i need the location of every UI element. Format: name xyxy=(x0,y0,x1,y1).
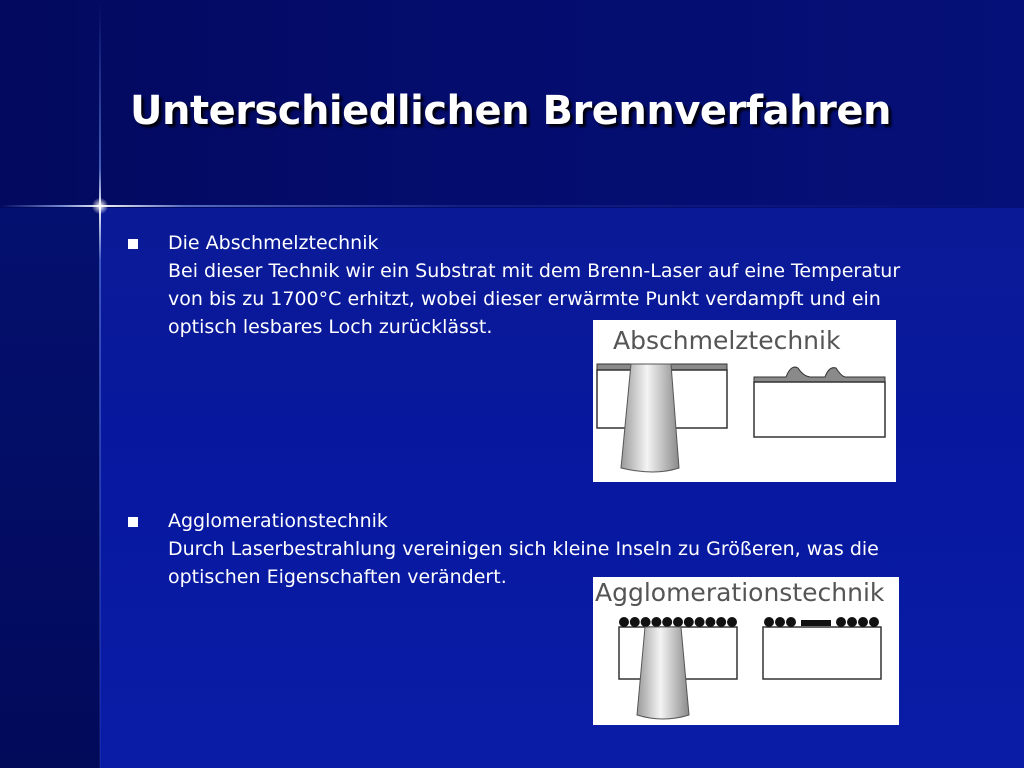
abschmelztechnik-diagram xyxy=(593,320,896,482)
figure-caption: Abschmelztechnik xyxy=(613,326,841,355)
island-dot xyxy=(786,617,796,627)
item-heading: Die Abschmelztechnik xyxy=(168,232,379,254)
island-dot xyxy=(651,617,661,627)
item-text-line: Durch Laserbestrahlung vereinigen sich kleine Inseln zu Größeren, was die xyxy=(168,538,879,560)
item-text-line: Bei dieser Technik wir ein Substrat mit dem Brenn-Laser auf eine Temperatur xyxy=(168,260,901,282)
figure-caption: Agglomerationstechnik xyxy=(595,578,885,607)
island-dot xyxy=(662,617,672,627)
island-dot xyxy=(641,617,651,627)
island-dot xyxy=(705,617,715,627)
item-heading: Agglomerationstechnik xyxy=(168,510,388,532)
item-text-line: optischen Eigenschaften verändert. xyxy=(168,566,507,588)
item-text-line: von bis zu 1700°C erhitzt, wobei dieser erwärmte Punkt verdampft und ein xyxy=(168,288,881,310)
island-dot xyxy=(619,617,629,627)
island-dot xyxy=(716,617,726,627)
bullet-square-icon xyxy=(128,239,138,249)
island-dot xyxy=(684,617,694,627)
laser-beam-shape xyxy=(621,364,679,472)
island-dot xyxy=(847,617,857,627)
island-dot xyxy=(858,617,868,627)
sparkle-icon xyxy=(92,198,108,214)
agglomerationstechnik-diagram xyxy=(593,577,899,725)
island-dot xyxy=(836,617,846,627)
merged-island xyxy=(801,620,831,626)
island-dot xyxy=(673,617,683,627)
slide-title: Unterschiedlichen Brennverfahren xyxy=(130,88,891,134)
island-dot xyxy=(869,617,879,627)
island-dot xyxy=(775,617,785,627)
decorative-horizontal-line xyxy=(0,205,1024,207)
laser-beam-shape xyxy=(637,627,689,719)
bullet-square-icon xyxy=(128,517,138,527)
island-dot xyxy=(764,617,774,627)
decorative-vertical-line xyxy=(99,0,101,768)
island-dot xyxy=(695,617,705,627)
island-dot xyxy=(630,617,640,627)
left-band xyxy=(0,208,100,768)
island-dot xyxy=(727,617,737,627)
item-text-line: optisch lesbares Loch zurücklässt. xyxy=(168,316,493,338)
